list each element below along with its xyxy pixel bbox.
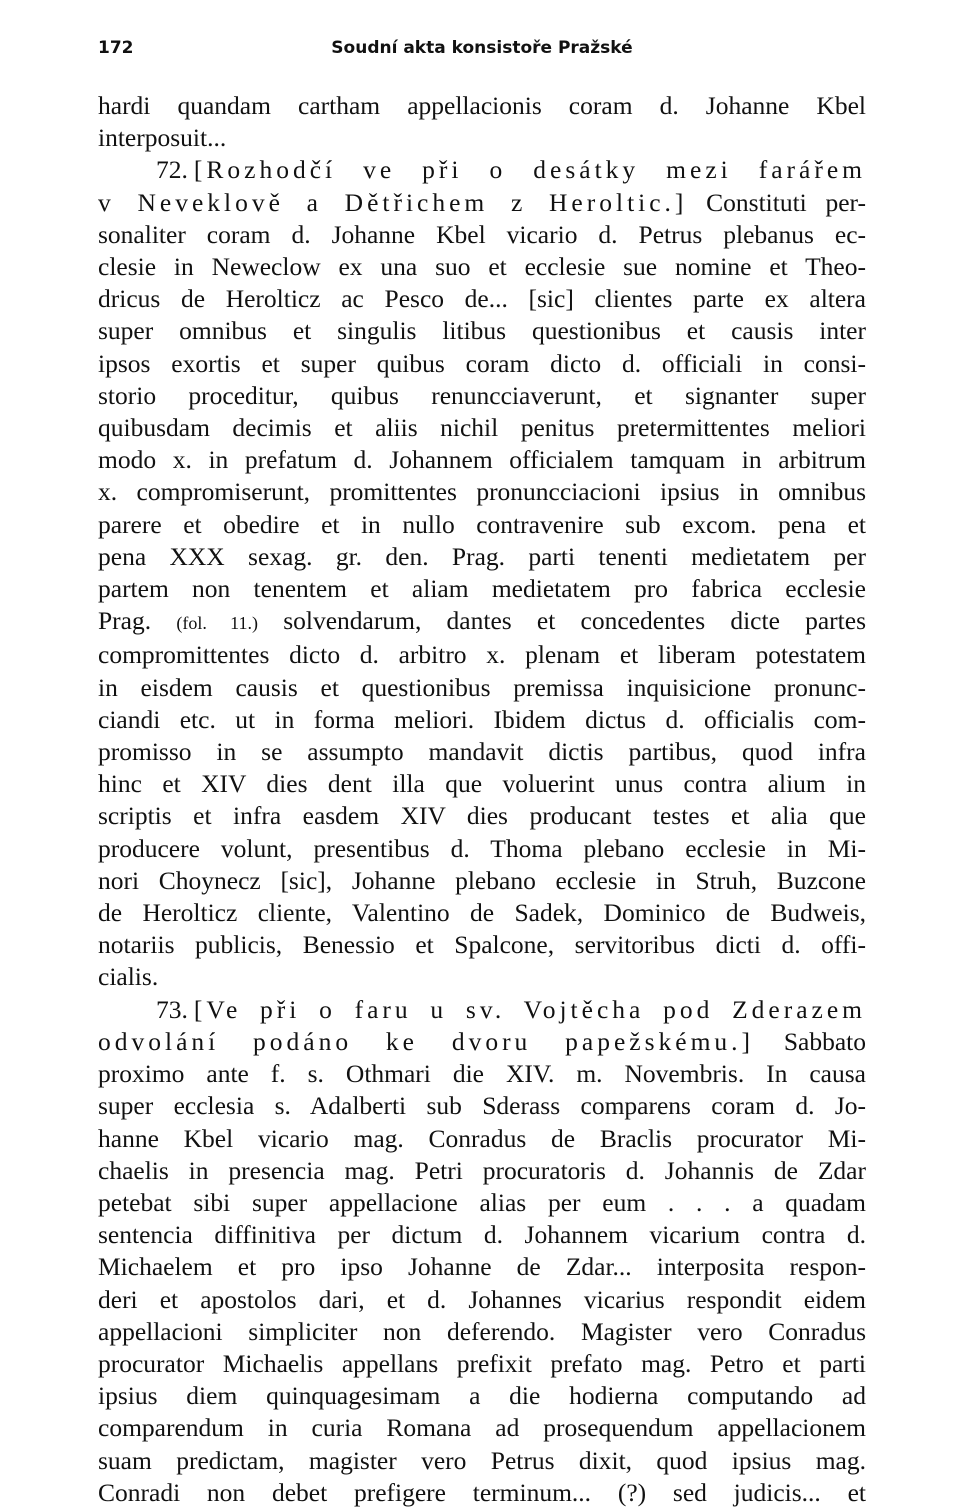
text-line: sonaliter coram d. Johanne Kbel vicario d. Petrus plebanus ec- <box>98 219 866 249</box>
text-line: pena XXX sexag. gr. den. Prag. parti tenenti medietatem per <box>98 541 866 571</box>
text-line: parere et obedire et in nullo contravenire sub excom. pena et <box>98 509 866 539</box>
text-line: comparendum in curia Romana ad prosequendum appellacionem <box>98 1413 866 1443</box>
text-line: storio proceditur, quibus renuncciaverunt, et signanter super <box>98 380 866 410</box>
entry-73-first-line <box>98 994 866 1026</box>
entry-72-first-line <box>98 154 866 186</box>
text-line: ipsos exortis et super quibus coram dicto d. officiali in consi- <box>98 348 866 378</box>
entry-number: 72. <box>156 155 188 185</box>
folio-note: (fol. 11.) <box>176 613 259 634</box>
text-line: ipsius diem quinquagesimam a die hodierna computando ad <box>98 1381 866 1411</box>
text-line: petebat sibi super appellacione alias per eum . . . a quadam <box>98 1187 866 1217</box>
text-line: dricus de Herolticz ac Pesco de... [sic] clientes parte ex altera <box>98 284 866 314</box>
page-number: 172 <box>98 38 134 58</box>
text-line: procurator Michaelis appellans prefixit prefato mag. Petro et parti <box>98 1348 866 1378</box>
entry-72-second-line <box>98 187 866 219</box>
text-line: de Herolticz cliente, Valentino de Sadek, Dominico de Budweis, <box>98 898 866 928</box>
text-line: appellacioni simpliciter non deferendo. Magister vero Conradus <box>98 1316 866 1346</box>
text-line: Michaelem et pro ipso Johanne de Zdar... interposita respon- <box>98 1252 866 1282</box>
text-line: compromittentes dicto d. arbitro x. plenam et liberam potestatem <box>98 640 866 670</box>
text-line: modo x. in prefatum d. Johannem officialem tamquam in arbitrum <box>98 445 866 475</box>
text-line: deri et apostolos dari, et d. Johannes vicarius respondit eidem <box>98 1284 866 1314</box>
document-page <box>98 30 866 1509</box>
entry-number: 73. <box>156 994 188 1024</box>
text-line: super ecclesia s. Adalberti sub Sderass comparens coram d. Jo- <box>98 1091 866 1121</box>
text-line: cialis. <box>98 962 159 992</box>
text-line: nori Choynecz [sic], Johanne plebano ecclesie in Struh, Buzcone <box>98 865 866 895</box>
text-line: suam predictam, magister vero Petrus dixit, quod ipsius mag. <box>98 1445 866 1475</box>
entry-73-second-line <box>98 1026 866 1058</box>
text-line: clesie in Neweclow ex una suo et ecclesie sue nomine et Theo- <box>98 252 866 282</box>
text-line: promisso in se assumpto mandavit dictis partibus, quod infra <box>98 737 866 767</box>
text-line: notariis publicis, Benessio et Spalcone, servitoribus dicti d. offi- <box>98 930 866 960</box>
text-line: chaelis in presencia mag. Petri procuratoris d. Johannis de Zdar <box>98 1155 866 1185</box>
entry-heading: v Neveklově a Dětřichem z Heroltic.] <box>98 187 688 217</box>
text-line: x. compromiserunt, promittentes pronuncciacioni ipsius in omnibus <box>98 477 866 507</box>
text-line: ciandi etc. ut in forma meliori. Ibidem dictus d. officialis com- <box>98 704 866 734</box>
text-line: partem non tenentem et aliam medietatem pro fabrica ecclesie <box>98 574 866 604</box>
text-line: scriptis et infra easdem XIV dies producant testes et alia que <box>98 801 866 831</box>
text-line: Conradi non debet prefigere terminum... (?) sed judicis... et <box>98 1477 866 1507</box>
text-line: super omnibus et singulis litibus questionibus et causis inter <box>98 316 866 346</box>
text-line: sentencia diffinitiva per dictum d. Johannem vicarium contra d. <box>98 1220 866 1250</box>
text-segment: solvendarum, dantes et concedentes dicte partes <box>283 606 866 636</box>
body-text <box>98 90 866 1509</box>
text-line: quibusdam decimis et aliis nichil penitus pretermittentes meliori <box>98 413 866 443</box>
text-segment: Prag. <box>98 606 152 636</box>
entry-heading: [Rozhodčí ve při o desátky mezi farářem <box>193 155 866 185</box>
text-line: hardi quandam cartham appellacionis coram d. Johanne Kbel <box>98 91 866 120</box>
running-title: Soudní akta konsistoře Pražské <box>331 38 633 58</box>
folio-line <box>98 605 866 639</box>
entry-heading: odvolání podáno ke dvoru papežskému.] <box>98 1026 755 1056</box>
text-line: producere volunt, presentibus d. Thoma plebano ecclesie in Mi- <box>98 833 866 863</box>
entry-text: Constituti per- <box>706 187 866 217</box>
text-line: interposuit... <box>98 123 227 153</box>
entry-text: Sabbato <box>783 1026 866 1056</box>
text-line: proximo ante f. s. Othmari die XIV. m. Novembris. In causa <box>98 1059 866 1089</box>
text-line: hanne Kbel vicario mag. Conradus de Braclis procurator Mi- <box>98 1123 866 1153</box>
text-line: in eisdem causis et questionibus premissa inquisicione pronunc- <box>98 672 866 702</box>
running-header <box>98 30 866 66</box>
entry-heading: [Ve při o faru u sv. Vojtěcha pod Zderazem <box>193 994 866 1024</box>
text-line: hinc et XIV dies dent illa que voluerint unus contra alium in <box>98 769 866 799</box>
